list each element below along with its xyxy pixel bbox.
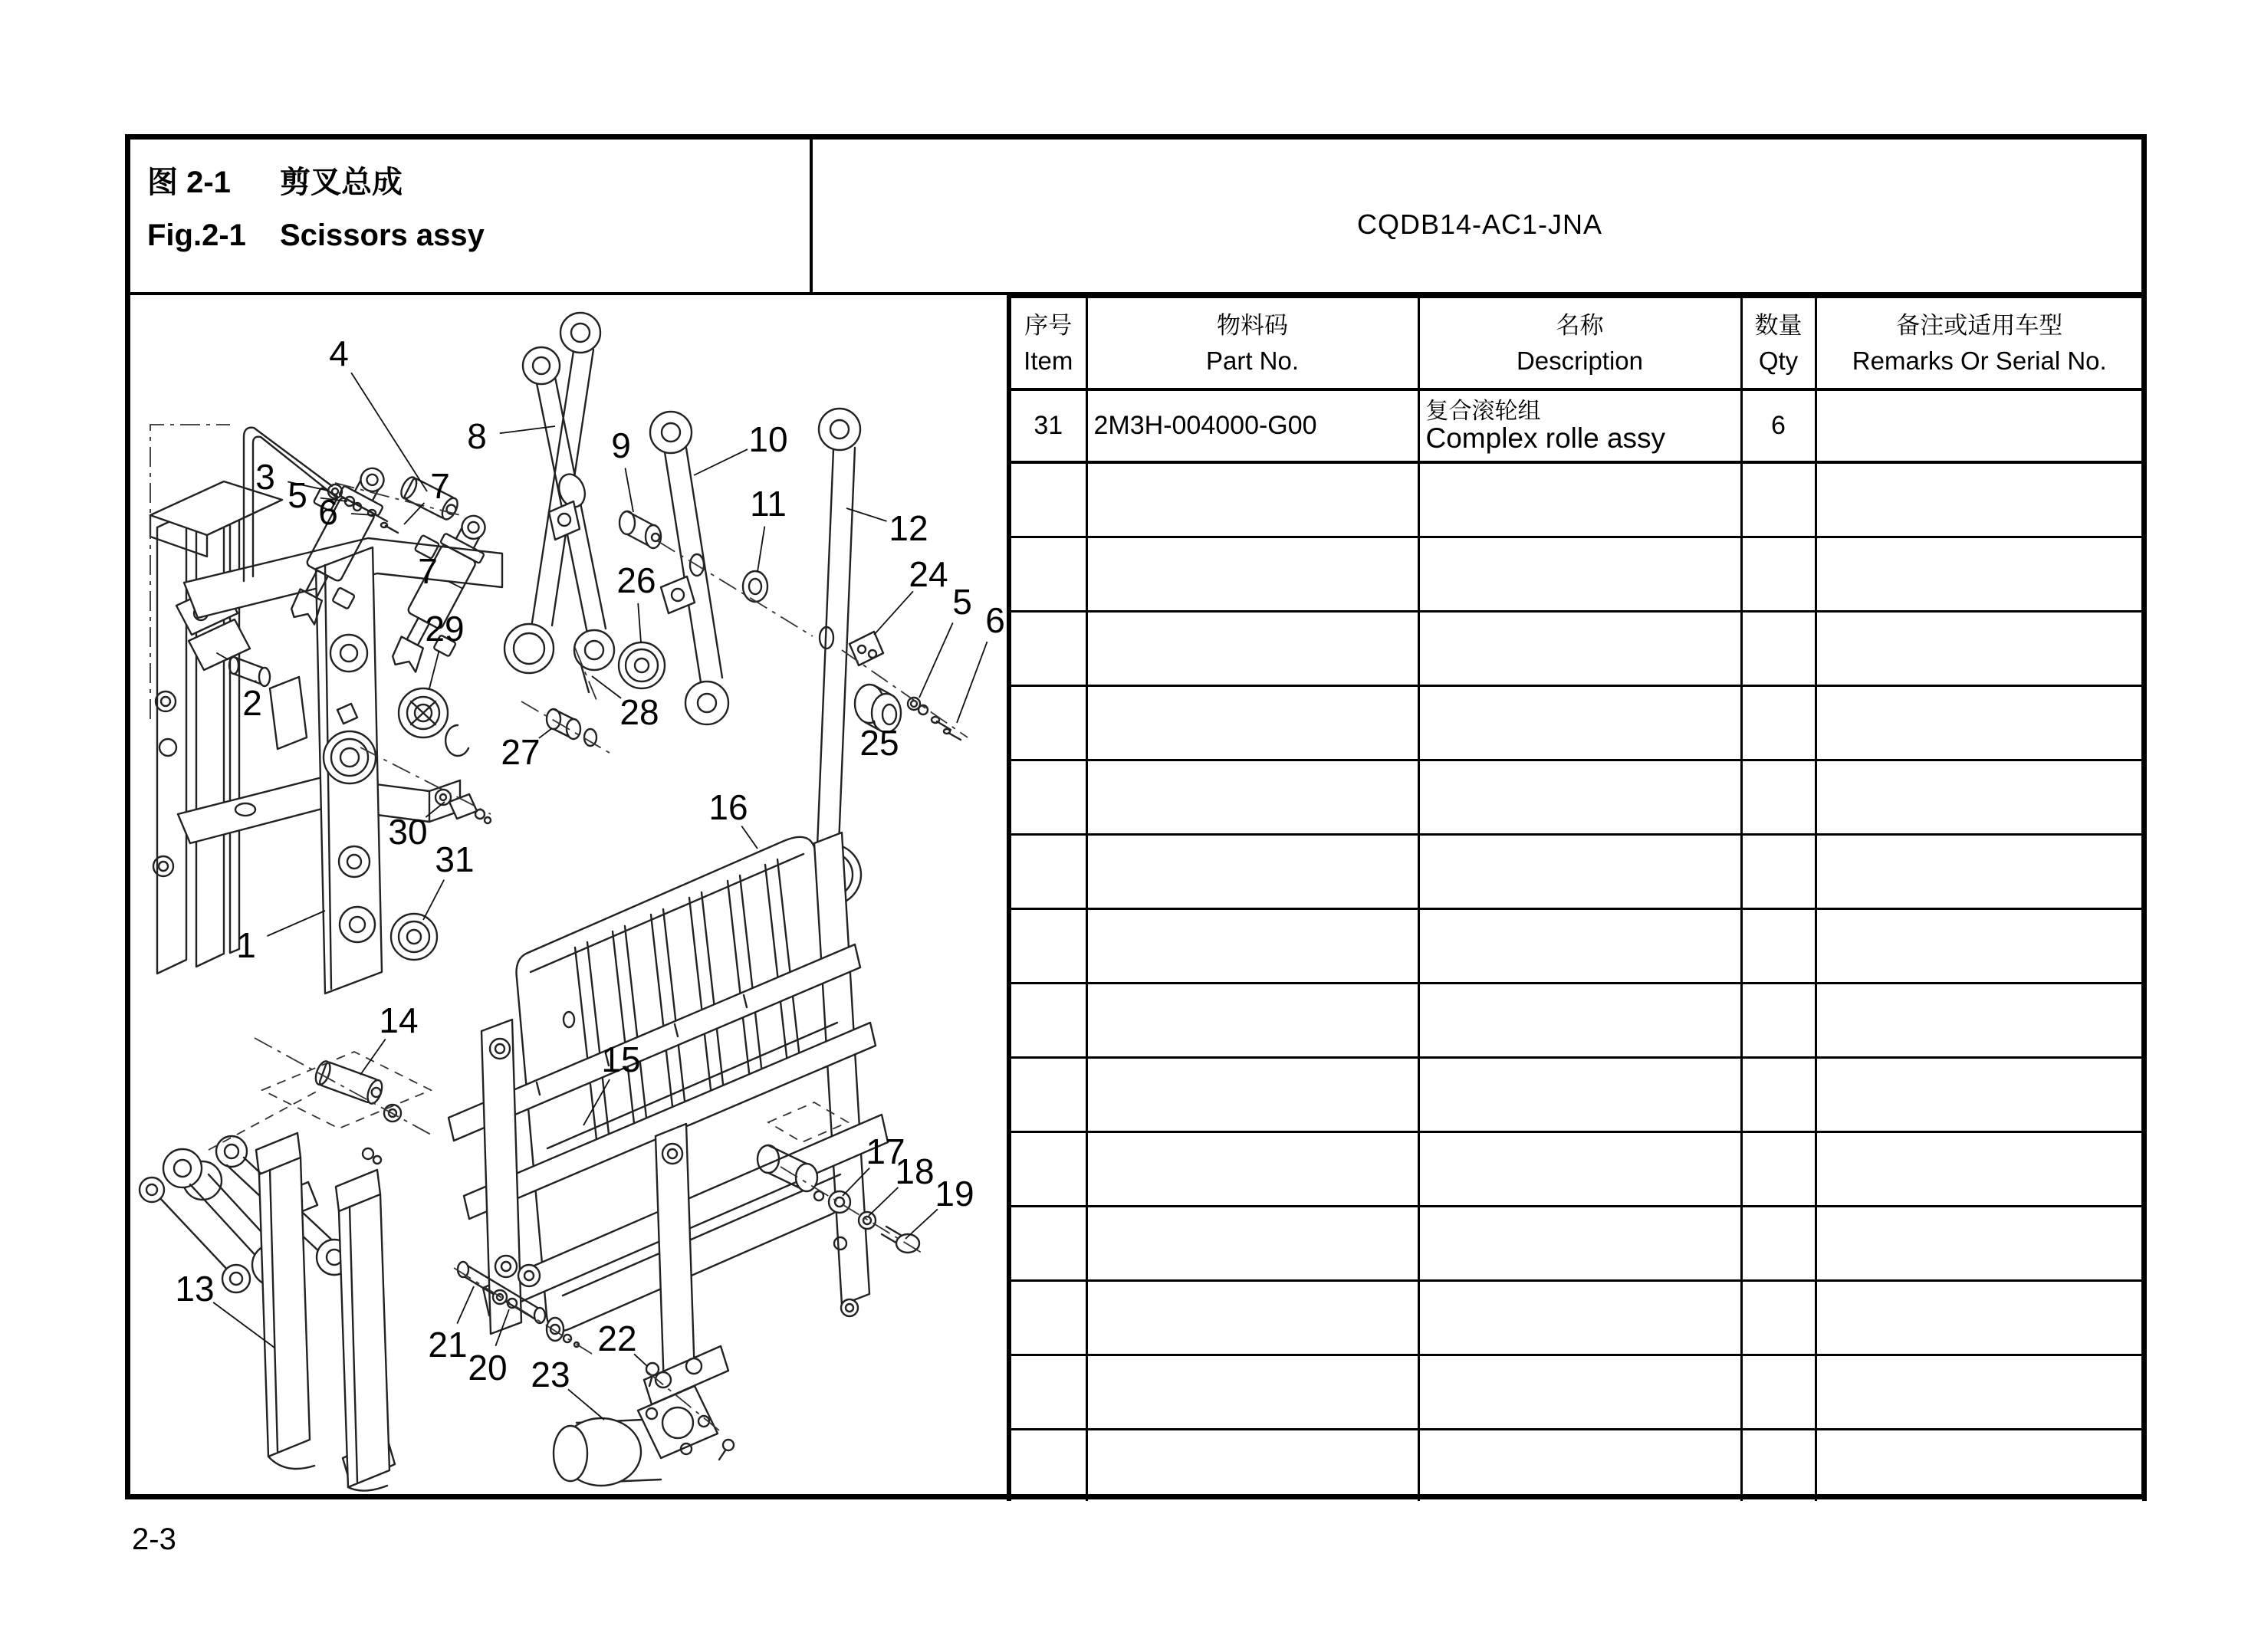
empty-cell (1009, 1057, 1086, 1131)
empty-cell (1741, 908, 1816, 983)
cell-part-no: 2M3H-004000-G00 (1086, 389, 1418, 462)
empty-cell (1741, 685, 1816, 760)
callout-label-28: 28 (619, 692, 659, 732)
callout-label-15: 15 (601, 1039, 641, 1079)
empty-cell (1418, 1131, 1741, 1206)
empty-cell (1741, 1355, 1816, 1429)
page-number: 2-3 (132, 1522, 176, 1556)
empty-cell (1741, 1206, 1816, 1280)
exploded-diagram (130, 295, 1007, 1496)
col-header-remarks (1816, 296, 2144, 389)
empty-cell (1086, 462, 1418, 537)
callout-leader-6 (957, 642, 988, 723)
callout-label-11: 11 (750, 484, 787, 524)
col-header-qty-cn: 数量 (1754, 312, 1803, 340)
table-empty-row (1009, 462, 2144, 537)
callout-leader-16 (741, 826, 758, 849)
table-empty-row (1009, 1206, 2144, 1280)
col-header-qty-en: Qty (1758, 346, 1799, 376)
callout-label-23: 23 (531, 1355, 570, 1394)
empty-cell (1086, 908, 1418, 983)
empty-cell (1418, 685, 1741, 760)
callout-leader-6 (351, 514, 373, 515)
table-header-row (1009, 296, 2144, 389)
callout-label-26: 26 (616, 560, 656, 600)
empty-cell (1009, 1206, 1086, 1280)
empty-cell (1816, 1429, 2144, 1501)
empty-cell (1816, 760, 2144, 834)
empty-cell (1009, 760, 1086, 834)
empty-cell (1816, 537, 2144, 611)
table-empty-row (1009, 834, 2144, 908)
table-empty-row (1009, 983, 2144, 1057)
callout-leader-10 (694, 449, 748, 475)
callout-label-2: 2 (242, 683, 262, 723)
figure-title-en-row (147, 218, 791, 253)
empty-cell (1816, 611, 2144, 685)
empty-cell (1086, 611, 1418, 685)
callout-label-29: 29 (425, 609, 465, 649)
empty-cell (1816, 1206, 2144, 1280)
figure-name-en: Scissors assy (280, 218, 485, 252)
empty-cell (1741, 834, 1816, 908)
description-en: Complex rolle assy (1425, 422, 1666, 454)
callout-leader-1 (267, 911, 325, 936)
callout-leader-23 (568, 1389, 604, 1420)
callout-leader-9 (625, 468, 633, 512)
figure-label-cn: 图 2-1 (147, 166, 231, 199)
callout-label-7: 7 (430, 466, 450, 506)
empty-cell (1009, 1355, 1086, 1429)
callout-leader-7 (404, 503, 424, 524)
empty-cell (1418, 537, 1741, 611)
col-header-description-cn: 名称 (1556, 312, 1604, 340)
callout-label-17: 17 (866, 1131, 905, 1171)
callout-label-18: 18 (895, 1151, 935, 1191)
empty-cell (1418, 1057, 1741, 1131)
cell-item: 31 (1009, 389, 1086, 462)
empty-cell (1418, 611, 1741, 685)
callout-label-24: 24 (909, 554, 948, 594)
empty-cell (1816, 1355, 2144, 1429)
callout-label-6: 6 (318, 492, 338, 532)
callout-leader-31 (423, 880, 444, 920)
callout-leader-29 (429, 651, 439, 688)
col-header-part-no (1086, 296, 1418, 389)
callout-label-3: 3 (255, 457, 275, 497)
callout-label-14: 14 (379, 1000, 419, 1040)
col-header-remarks-en: Remarks Or Serial No. (1852, 346, 2107, 376)
empty-cell (1741, 1280, 1816, 1355)
table-empty-row (1009, 1280, 2144, 1355)
callout-label-13: 13 (175, 1269, 215, 1309)
parts-table-wrap (1007, 294, 2147, 1501)
col-header-description-en: Description (1516, 346, 1644, 376)
callout-label-19: 19 (935, 1174, 974, 1214)
empty-cell (1741, 611, 1816, 685)
empty-cell (1741, 537, 1816, 611)
callout-leader-28 (592, 676, 621, 698)
col-header-part-no-cn: 物料码 (1217, 312, 1288, 340)
empty-cell (1418, 760, 1741, 834)
callout-label-30: 30 (388, 812, 428, 852)
figure-title-block (147, 158, 791, 270)
empty-cell (1086, 1057, 1418, 1131)
callout-label-31: 31 (435, 839, 475, 879)
figure-title-cn-row (147, 158, 791, 202)
callout-label-21: 21 (428, 1325, 468, 1365)
callout-leader-14 (360, 1039, 386, 1075)
empty-cell (1418, 1355, 1741, 1429)
parts-table (1007, 294, 2147, 1501)
empty-cell (1086, 537, 1418, 611)
empty-cell (1418, 908, 1741, 983)
table-empty-row (1009, 908, 2144, 983)
empty-cell (1086, 1355, 1418, 1429)
empty-cell (1086, 1280, 1418, 1355)
empty-cell (1816, 1131, 2144, 1206)
empty-cell (1009, 1131, 1086, 1206)
document-code: CQDB14-AC1-JNA (1356, 209, 1603, 240)
table-empty-row (1009, 611, 2144, 685)
empty-cell (1741, 1131, 1816, 1206)
callout-label-12: 12 (889, 508, 928, 548)
col-header-item-cn: 序号 (1024, 312, 1073, 340)
empty-cell (1816, 462, 2144, 537)
cell-remarks (1816, 389, 2144, 462)
empty-cell (1816, 983, 2144, 1057)
empty-cell (1418, 1280, 1741, 1355)
callout-label-20: 20 (468, 1348, 508, 1388)
empty-cell (1816, 1280, 2144, 1355)
empty-cell (1086, 1131, 1418, 1206)
table-empty-row (1009, 537, 2144, 611)
empty-cell (1418, 462, 1741, 537)
empty-cell (1418, 1206, 1741, 1280)
empty-cell (1009, 537, 1086, 611)
cell-description (1418, 389, 1741, 462)
empty-cell (1009, 908, 1086, 983)
callout-leader-19 (905, 1209, 938, 1239)
col-header-remarks-cn: 备注或适用车型 (1896, 312, 2063, 340)
table-empty-row (1009, 1355, 2144, 1429)
empty-cell (1086, 983, 1418, 1057)
empty-cell (1816, 834, 2144, 908)
empty-cell (1086, 760, 1418, 834)
cell-qty: 6 (1741, 389, 1816, 462)
carriage-plate-drawing (316, 547, 382, 993)
callout-label-16: 16 (708, 787, 748, 827)
parts-table-body (1009, 389, 2144, 1501)
callout-leader-11 (758, 527, 764, 572)
figure-label-en: Fig.2-1 (147, 218, 246, 252)
callout-label-22: 22 (597, 1319, 637, 1358)
empty-cell (1086, 685, 1418, 760)
callout-label-25: 25 (859, 723, 899, 763)
col-header-item (1009, 296, 1086, 389)
table-row (1009, 389, 2144, 462)
callout-label-7: 7 (418, 551, 438, 591)
figure-name-cn: 剪叉总成 (280, 166, 403, 199)
callout-label-9: 9 (611, 425, 631, 465)
empty-cell (1418, 1429, 1741, 1501)
col-header-qty (1741, 296, 1816, 389)
callout-label-10: 10 (748, 419, 788, 459)
callout-leader-18 (869, 1187, 898, 1216)
callout-label-8: 8 (467, 416, 487, 456)
empty-cell (1009, 983, 1086, 1057)
table-empty-row (1009, 760, 2144, 834)
empty-cell (1741, 983, 1816, 1057)
callout-leader-24 (874, 591, 913, 635)
description-cn: 复合滚轮组 (1425, 398, 1541, 424)
empty-cell (1009, 1429, 1086, 1501)
callout-leader-5 (919, 622, 953, 698)
table-empty-row (1009, 1429, 2144, 1501)
empty-cell (1086, 1429, 1418, 1501)
empty-cell (1009, 611, 1086, 685)
empty-cell (1418, 983, 1741, 1057)
empty-cell (1816, 1057, 2144, 1131)
callout-label-5: 5 (288, 475, 307, 515)
callout-label-27: 27 (501, 732, 541, 772)
callout-label-6: 6 (985, 600, 1005, 640)
empty-cell (1816, 908, 2144, 983)
empty-cell (1009, 462, 1086, 537)
empty-cell (1009, 834, 1086, 908)
empty-cell (1009, 1280, 1086, 1355)
empty-cell (1741, 1429, 1816, 1501)
empty-cell (1086, 834, 1418, 908)
callout-leader-27 (539, 728, 552, 738)
forks-drawing (256, 1133, 389, 1491)
table-empty-row (1009, 685, 2144, 760)
table-empty-row (1009, 1057, 2144, 1131)
empty-cell (1009, 685, 1086, 760)
callout-leader-21 (457, 1286, 474, 1324)
empty-cell (1741, 462, 1816, 537)
empty-cell (1086, 1206, 1418, 1280)
col-header-part-no-en: Part No. (1205, 346, 1300, 376)
empty-cell (1418, 834, 1741, 908)
empty-cell (1816, 685, 2144, 760)
table-empty-row (1009, 1131, 2144, 1206)
empty-cell (1741, 760, 1816, 834)
empty-cell (1741, 1057, 1816, 1131)
col-header-item-en: Item (1024, 346, 1073, 376)
callout-label-4: 4 (329, 333, 349, 373)
callout-label-1: 1 (236, 925, 256, 965)
callout-leader-26 (638, 603, 641, 642)
col-header-description (1418, 296, 1741, 389)
callout-label-5: 5 (952, 582, 972, 622)
